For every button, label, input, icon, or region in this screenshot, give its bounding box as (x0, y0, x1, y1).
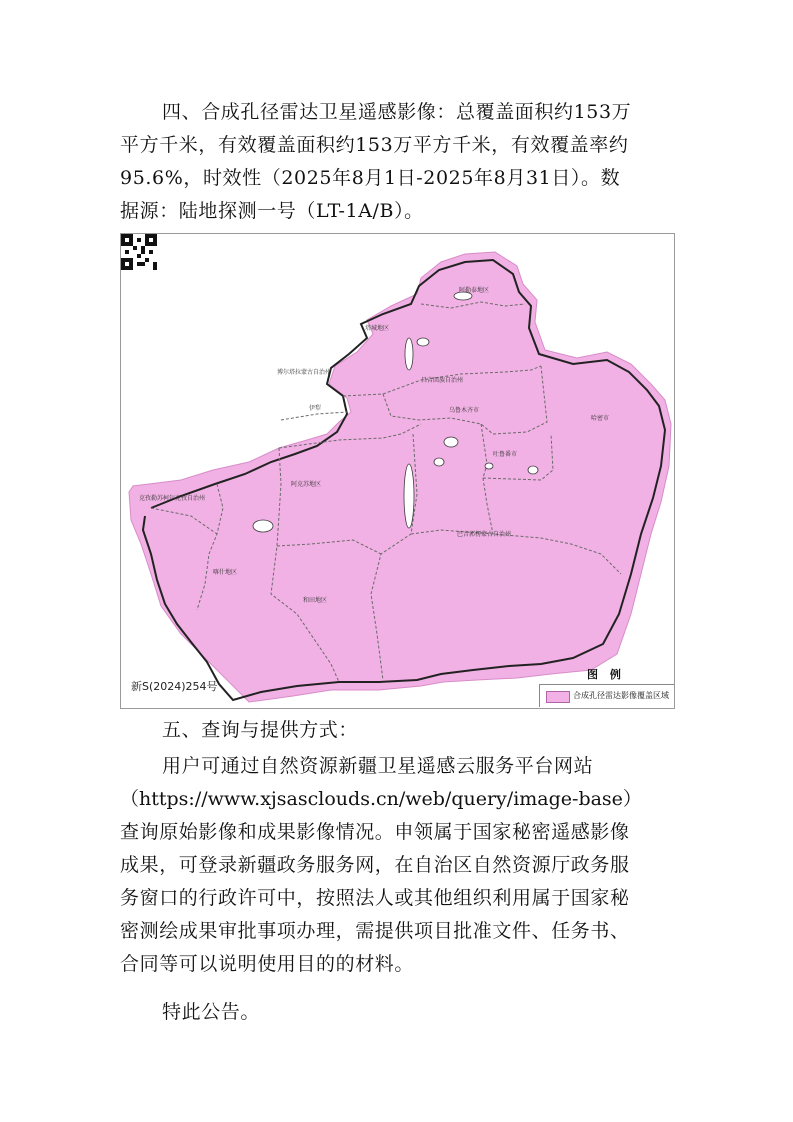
label-altay: 阿勒泰地区 (459, 287, 490, 294)
label-kashgar: 喀什地区 (213, 569, 238, 576)
label-changji: 昌吉回族自治州 (421, 377, 464, 384)
section5-paragraph (120, 750, 676, 981)
label-aksu: 阿克苏地区 (291, 481, 322, 488)
map-approval-number: 新S(2024)254号 (131, 680, 218, 693)
section5-line: 密测绘成果审批事项办理，需提供项目批准文件、任务书、 (120, 920, 630, 942)
section5-title-text: 五、查询与提供方式： (162, 719, 359, 741)
xinjiang-map-svg (121, 234, 674, 708)
legend-label: 合成孔径雷达影像覆盖区域 (573, 691, 669, 700)
label-hami: 哈密市 (591, 415, 610, 422)
section4-line: 平方千米，有效覆盖面积约153万平方千米，有效覆盖率约 (120, 134, 629, 156)
label-kizilsu: 克孜勒苏柯尔克孜自治州 (139, 495, 206, 502)
section4-paragraph (120, 96, 676, 228)
label-urumqi: 乌鲁木齐市 (449, 407, 480, 414)
section5-url-line[interactable]: （https://www.xjsasclouds.cn/web/query/image-base） (120, 788, 642, 810)
section5-title (120, 714, 676, 747)
section4-line: 据源：陆地探测一号（LT-1A/B）。 (120, 200, 424, 222)
coverage-area (129, 252, 671, 702)
section4-line: 四、合成孔径雷达卫星遥感影像：总覆盖面积约153万 (162, 101, 632, 123)
section5-line: 成果，可登录新疆政务服务网，在自治区自然资源厅政务服 (120, 854, 630, 876)
legend-title: 图 例 (587, 668, 625, 681)
section5-line: 用户可通过自然资源新疆卫星遥感云服务平台网站 (162, 755, 594, 777)
legend (539, 684, 674, 707)
closing-text: 特此公告。 (162, 1001, 261, 1023)
coverage-map (120, 233, 675, 709)
legend-swatch (546, 691, 570, 703)
section5-line: 务窗口的行政许可中，按照法人或其他组织利用属于国家秘 (120, 887, 630, 909)
label-bayingolin: 巴音郭楞蒙古自治州 (457, 531, 512, 538)
label-ili: 伊犁 (309, 405, 322, 412)
section4-line: 95.6%，时效性（2025年8月1日-2025年8月31日）。数 (120, 167, 621, 189)
qr-code-icon (121, 234, 157, 270)
label-bortala: 博尔塔拉蒙古自治州 (277, 369, 332, 376)
closing-paragraph (120, 996, 676, 1029)
label-hotan: 和田地区 (303, 597, 328, 604)
label-turpan: 吐鲁番市 (493, 451, 518, 458)
section5-line: 查询原始影像和成果影像情况。申领属于国家秘密遥感影像 (120, 821, 630, 843)
section5-line: 合同等可以说明使用目的的材料。 (120, 953, 415, 975)
label-tacheng: 塔城地区 (365, 325, 390, 332)
